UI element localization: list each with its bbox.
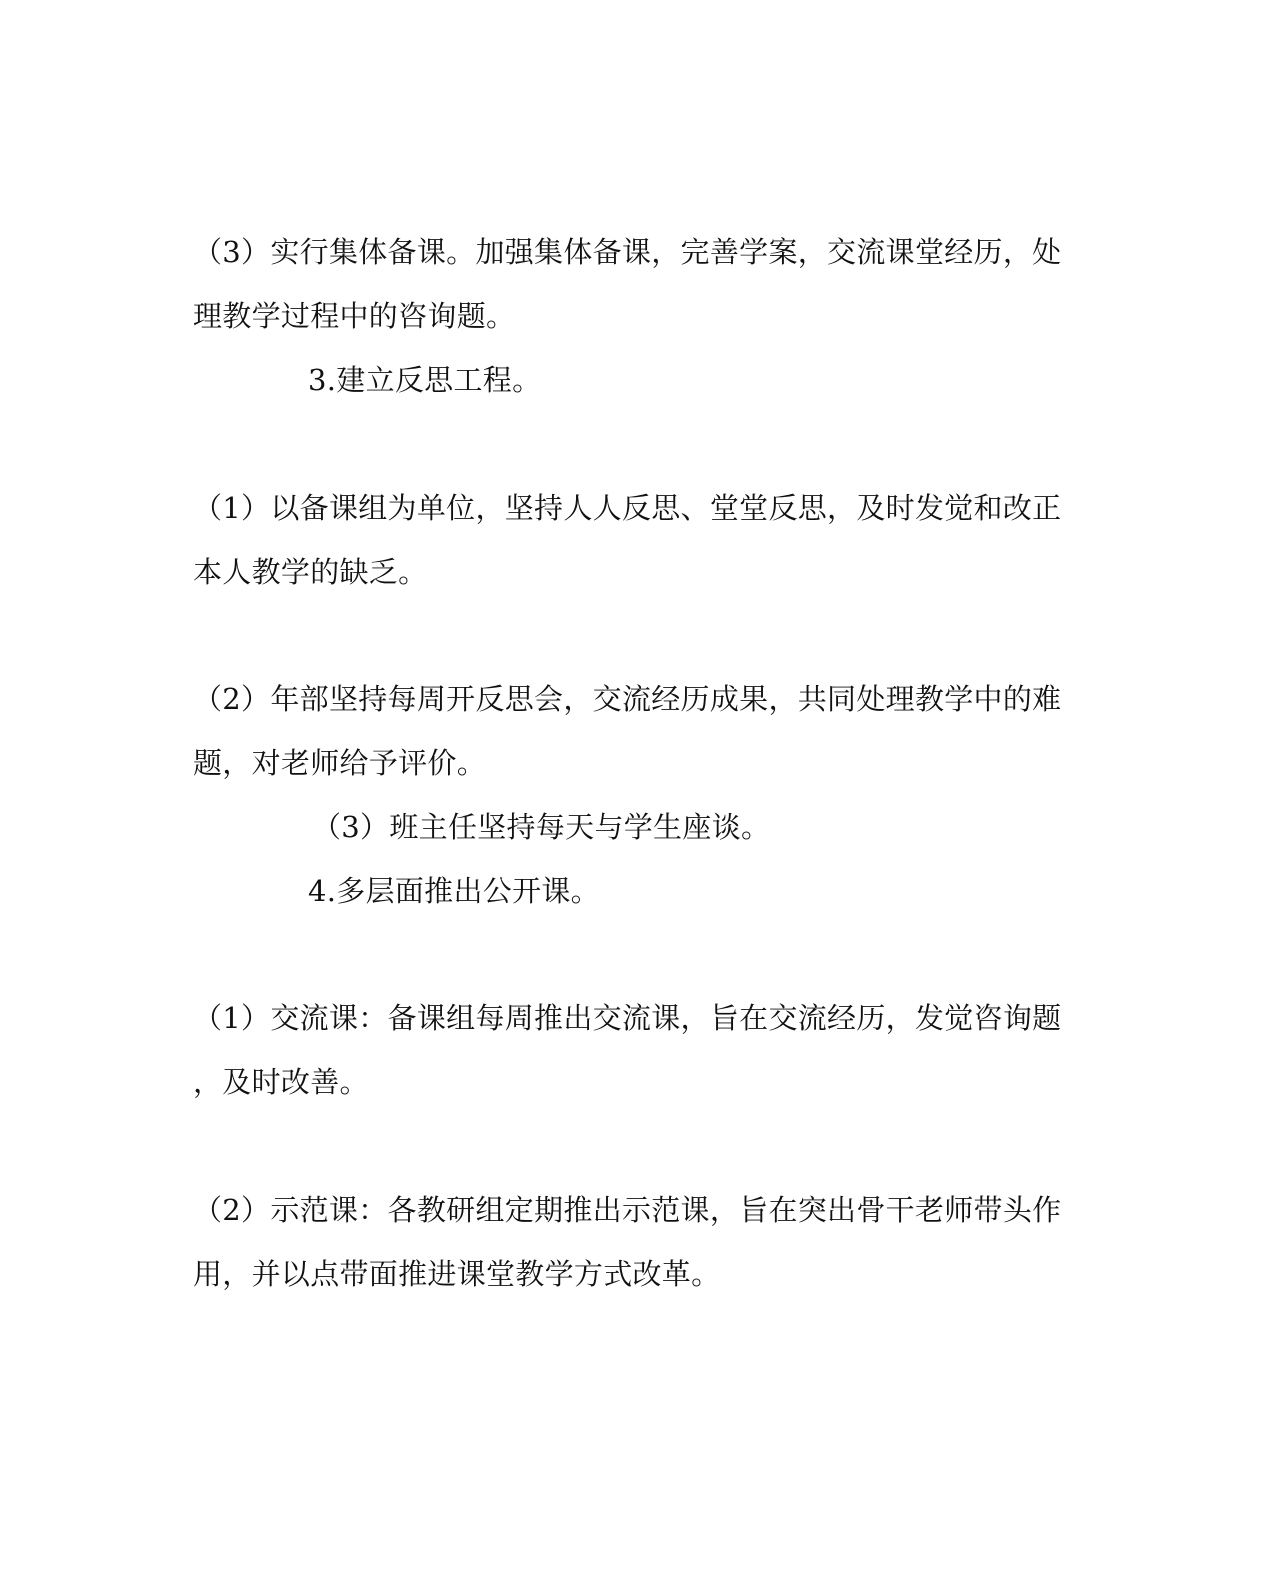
paragraph-line: 题，对老师给予评价。	[193, 746, 487, 780]
paragraph-line: （2）示范课：各教研组定期推出示范课，旨在突出骨干老师带头作	[193, 1193, 1062, 1227]
paragraph-line: 理教学过程中的咨询题。	[193, 299, 516, 333]
paragraph-line: （3）班主任坚持每天与学生座谈。	[312, 810, 771, 844]
paragraph-line: 本人教学的缺乏。	[193, 555, 428, 589]
paragraph-line: （1）以备课组为单位，坚持人人反思、堂堂反思，及时发觉和改正	[193, 491, 1062, 525]
section-heading: 3.建立反思工程。	[308, 363, 542, 397]
paragraph-line: （2）年部坚持每周开反思会，交流经历成果，共同处理教学中的难	[193, 682, 1062, 716]
paragraph-line: （3）实行集体备课。加强集体备课，完善学案，交流课堂经历，处	[193, 235, 1062, 269]
paragraph-line: ，及时改善。	[193, 1065, 369, 1099]
paragraph-line: （1）交流课：备课组每周推出交流课，旨在交流经历，发觉咨询题	[193, 1001, 1062, 1035]
section-heading: 4.多层面推出公开课。	[308, 874, 600, 908]
paragraph-line: 用，并以点带面推进课堂教学方式改革。	[193, 1257, 721, 1291]
